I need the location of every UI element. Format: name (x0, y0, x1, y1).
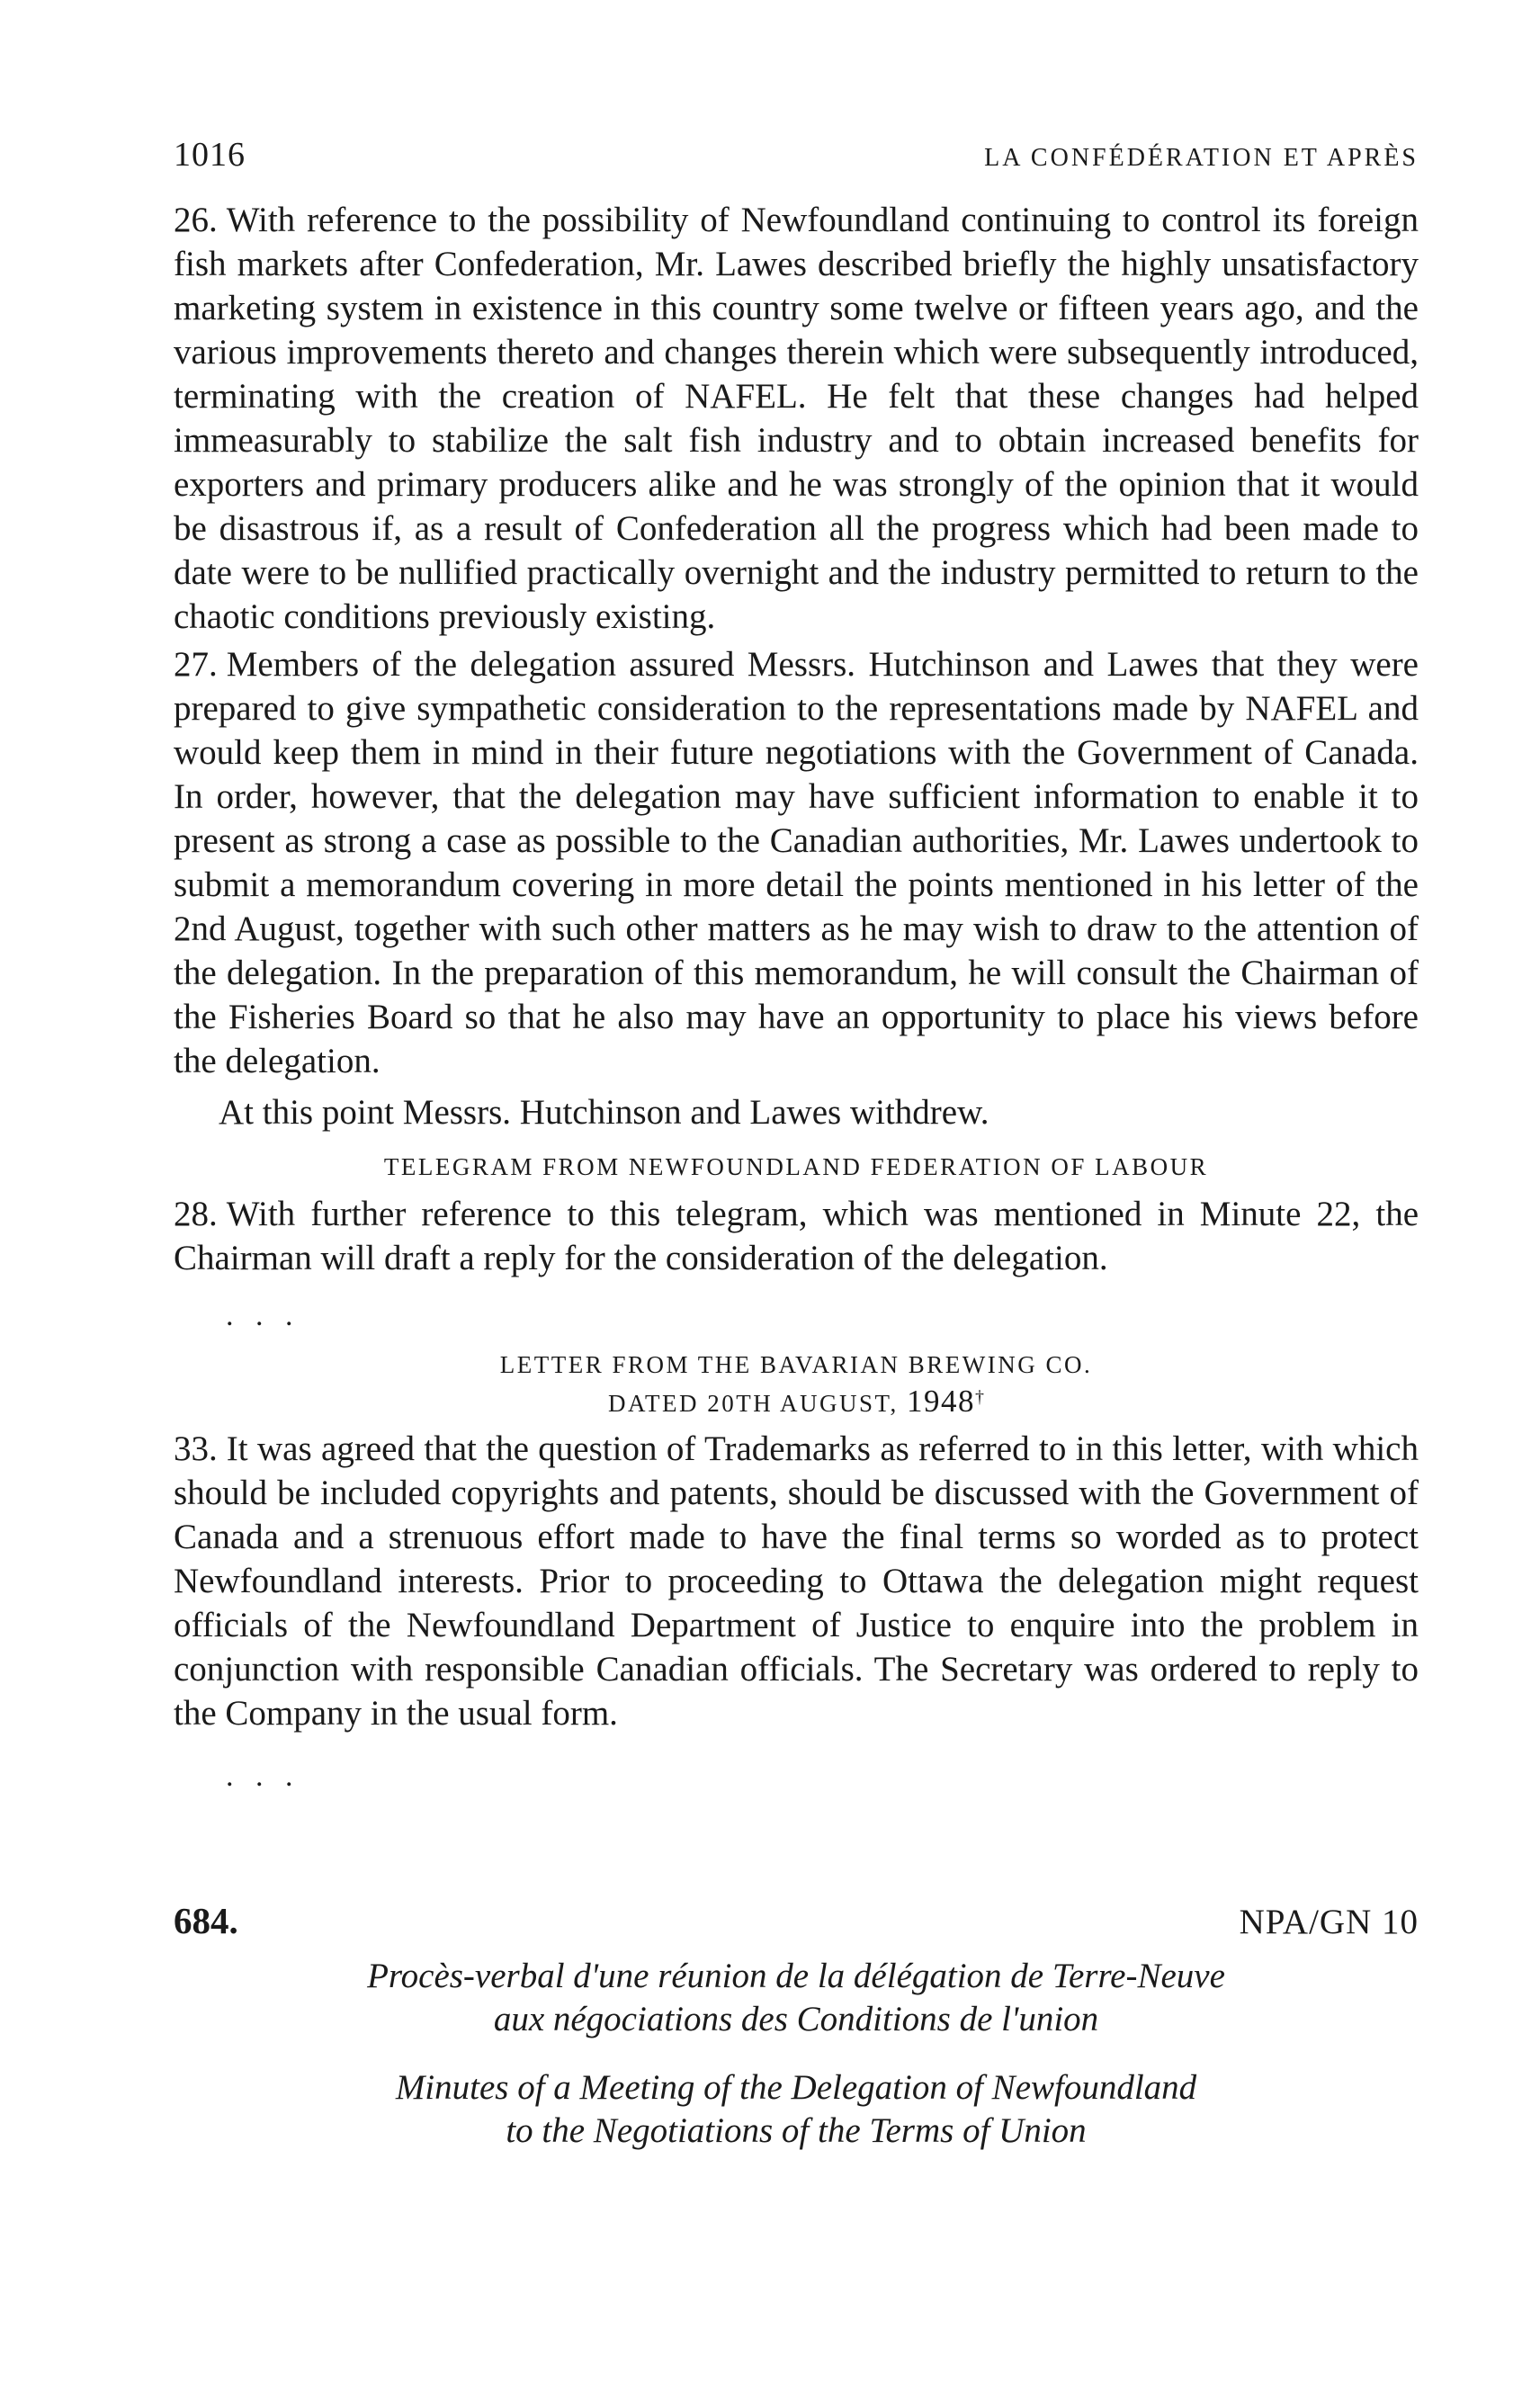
letter-heading-line1: LETTER FROM THE BAVARIAN BREWING CO. (499, 1351, 1093, 1378)
running-header (174, 135, 1419, 198)
document-titles (174, 1955, 1419, 2153)
omission-ellipsis: . . . (226, 1299, 300, 1332)
paragraph-text: It was agreed that the question of Trademarks as referred to in this letter, with which should be included copyrights and patents, should be discussed with the Government of Canada and a strenuous effort made to have the final terms so worded as to protect Newfoundland interests. Prior to proceeding to Ottawa the delegation might request officials of the Newfoundland Department of Justice to enquire into the problem in conjunction with responsible Canadian officials. The Secretary was ordered to reply to the Company in the usual form. (174, 1429, 1419, 1733)
document-reference: NPA/GN 10 (1239, 1903, 1419, 1941)
running-title: LA CONFÉDÉRATION ET APRÈS (984, 144, 1419, 172)
section-heading-letter (174, 1348, 1419, 1420)
document-header (174, 1899, 1419, 1942)
paragraph-26 (174, 198, 1419, 639)
letter-date-suffix: TH (736, 1390, 774, 1417)
title-french-line1: Procès-verbal d'une réunion de la délégation de Terre-Neuve (367, 1957, 1225, 1995)
footnote-mark: † (975, 1387, 984, 1407)
letter-date-month: AUGUST, (773, 1390, 907, 1417)
paragraph-text: With further reference to this telegram, which was mentioned in Minute 22, the Chairman will draft a reply for the consideration of the delegation. (174, 1195, 1419, 1277)
letter-date-year: 1948 (907, 1384, 975, 1419)
paragraph-text: Members of the delegation assured Messrs. Hutchinson and Lawes that they were prepared to give sympathetic consideration to the representations made by NAFEL and would keep them in mind in their future negotiations with the Government of Canada. In order, however, that the delegation may have sufficient information to enable it to present as strong a case as possible to the Canadian authorities, Mr. Lawes undertook to submit a memorandum covering in more detail the points mentioned in his letter of the 2nd August, together with such other matters as he may wish to draw to the attention of the delegation. In the preparation of this memorandum, he will consult the Chairman of the Fisheries Board so that he also may have an opportunity to place his views before the delegation. (174, 645, 1419, 1080)
withdrawal-note: At this point Messrs. Hutchinson and Lawes withdrew. (219, 1093, 989, 1132)
document-page (174, 135, 1419, 2153)
paragraph-number: 33. (174, 1429, 218, 1468)
letter-date-prefix: DATED 20 (607, 1390, 737, 1417)
paragraph-text: With reference to the possibility of Newfoundland continuing to control its foreign fish markets after Confederation, Mr. Lawes described briefly the highly unsatisfactory marketing system in existence in this country some twelve or fifteen years ago, and the various improvements thereto and changes therein which were subsequently introduced, terminating with the creation of NAFEL. He felt that these changes had helped immeasurably to stabilize the salt fish industry and to obtain increased benefits for exporters and primary producers alike and he was strongly of the opinion that it would be disastrous if, as a result of Confederation all the progress which had been made to date were to be nullified practically overnight and the industry permitted to return to the chaotic conditions previously existing. (174, 201, 1419, 636)
paragraph-number: 28. (174, 1195, 218, 1233)
paragraph-number: 26. (174, 201, 218, 239)
title-french-line2: aux négociations des Conditions de l'union (493, 2000, 1099, 2038)
paragraph-27 (174, 642, 1419, 1083)
paragraph-33 (174, 1427, 1419, 1735)
section-heading-telegram: TELEGRAM FROM NEWFOUNDLAND FEDERATION OF LABOUR (383, 1153, 1209, 1180)
title-english-line1: Minutes of a Meeting of the Delegation of Newfoundland (395, 2068, 1197, 2107)
paragraph-28 (174, 1192, 1419, 1280)
omission-ellipsis: . . . (226, 1760, 300, 1793)
title-english-line2: to the Negotiations of the Terms of Union (506, 2111, 1087, 2150)
page-number: 1016 (174, 136, 246, 174)
paragraph-number: 27. (174, 645, 218, 684)
letter-heading-line2 (174, 1381, 1419, 1420)
document-number: 684. (174, 1900, 238, 1941)
